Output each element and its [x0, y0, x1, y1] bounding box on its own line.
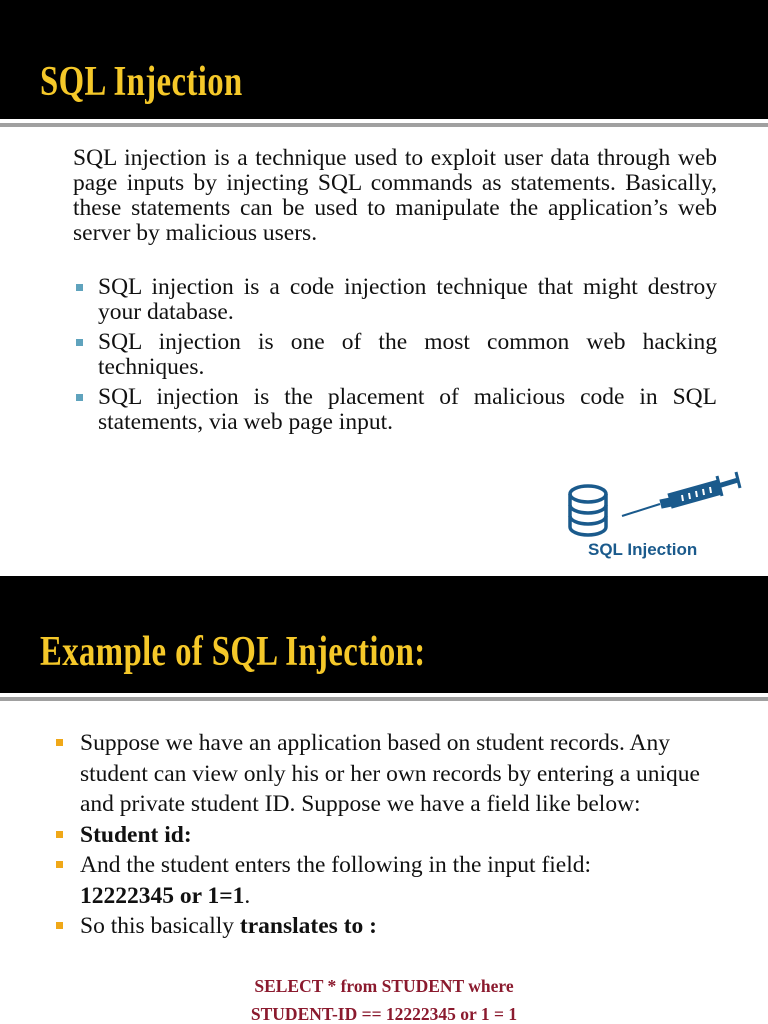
- sql-injection-logo: [560, 470, 750, 570]
- square-bullet-icon: [76, 284, 83, 291]
- list-item: [54, 850, 734, 911]
- punctuation: .: [244, 882, 251, 909]
- list-item: [54, 911, 734, 942]
- student-id-label: Student id:: [80, 821, 192, 848]
- intro-paragraph: SQL injection is a technique used to exploit user data through web page inputs by injecting SQL commands as statements. Basically, these statements can be used to manipulate the application’s web server by malicious users.: [73, 145, 717, 246]
- square-bullet-icon: [76, 339, 83, 346]
- title-bar: [0, 0, 768, 119]
- syringe-icon: [622, 472, 740, 516]
- logo-label: SQL Injection: [588, 540, 698, 559]
- injection-input-value: 12222345 or 1=1: [80, 882, 245, 909]
- list-item: [54, 728, 734, 820]
- list-item: [73, 275, 717, 325]
- bullet-list: [73, 275, 717, 440]
- bullet-text: Suppose we have an application based on student records. Any student can view only his or her own records by entering a unique and private student ID. Suppose we have a field like below:: [80, 730, 700, 817]
- square-bullet-icon: [76, 394, 83, 401]
- title-divider: [0, 697, 768, 701]
- title-bar: [0, 576, 768, 693]
- square-bullet-icon: [56, 831, 63, 838]
- bullet-text: SQL injection is one of the most common web hacking techniques.: [98, 329, 717, 380]
- slide-title: SQL Injection: [40, 59, 243, 105]
- database-icon: [570, 486, 606, 535]
- sql-query-line: STUDENT-ID == 12222345 or 1 = 1: [250, 1004, 518, 1024]
- bullet-bold-text: translates to :: [239, 913, 377, 939]
- square-bullet-icon: [56, 739, 63, 746]
- sql-query-line: SELECT * from STUDENT where: [254, 976, 514, 996]
- list-item: [54, 820, 734, 851]
- slide-title: Example of SQL Injection:: [40, 629, 426, 675]
- bullet-text: SQL injection is the placement of malicious code in SQL statements, via web page input.: [98, 384, 717, 435]
- square-bullet-icon: [56, 861, 63, 868]
- bullet-list: [54, 728, 734, 942]
- title-divider: [0, 123, 768, 127]
- list-item: [73, 385, 717, 435]
- list-item: [73, 330, 717, 380]
- square-bullet-icon: [56, 922, 63, 929]
- slide-example-sql-injection: [0, 576, 768, 1024]
- bullet-text: And the student enters the following in the input field:: [80, 852, 592, 878]
- bullet-text: SQL injection is a code injection technique that might destroy your database.: [98, 274, 717, 325]
- bullet-text: So this basically: [80, 913, 240, 939]
